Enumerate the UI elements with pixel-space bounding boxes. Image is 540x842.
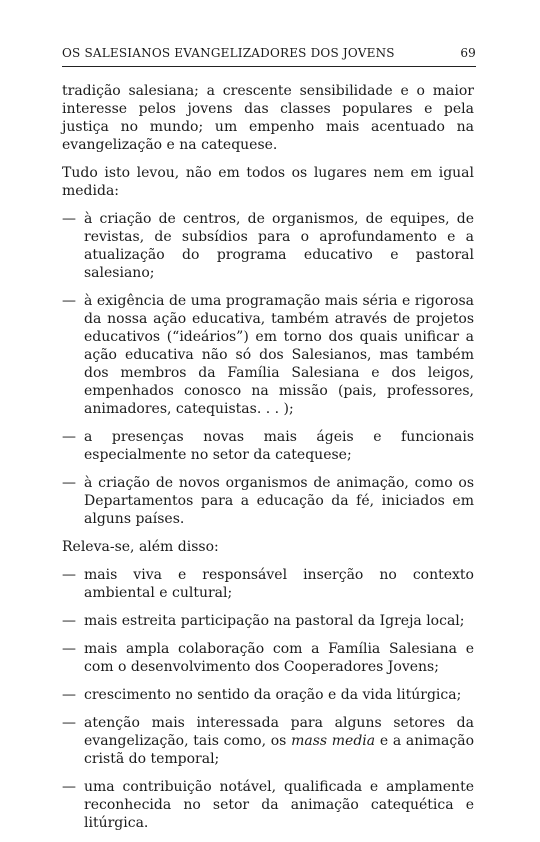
list-item bbox=[62, 474, 474, 528]
paragraph: tradição salesiana; a crescente sensibilidade e o maior interesse pelos jovens das classes populares e pela justiça no mundo; um empenho mais acentuado na evangelização e na catequese. bbox=[62, 83, 474, 153]
list-item-text: uma contribuição notável, qualificada e amplamente reconhecida no setor da animação catequética e litúrgica. bbox=[84, 779, 474, 831]
header-rule bbox=[62, 66, 476, 67]
list-item bbox=[62, 714, 474, 768]
list-item-text: à exigência de uma programação mais séria e rigorosa da nossa ação educativa, também através de projetos educativos (“ideários”) em torno dos quais unificar a ação educativa não só dos Salesianos, mas também dos membros da Família Salesiana e dos leigos, empenhados conosco na missão (pais, professores, animadores, catequistas. . . ); bbox=[84, 293, 474, 417]
list-item bbox=[62, 778, 474, 832]
list-item-text: à criação de novos organismos de animação, como os Departamentos para a educação da fé, iniciados em alguns países. bbox=[84, 475, 474, 527]
list-item bbox=[62, 210, 474, 282]
page-number: 69 bbox=[460, 46, 476, 60]
list-item bbox=[62, 686, 474, 704]
dash-marker: — bbox=[62, 475, 76, 491]
list-item bbox=[62, 612, 474, 630]
page-header bbox=[62, 46, 476, 60]
running-title: OS SALESIANOS EVANGELIZADORES DOS JOVENS bbox=[62, 46, 395, 60]
dash-marker: — bbox=[62, 715, 76, 731]
dash-marker: — bbox=[62, 211, 76, 227]
list-item bbox=[62, 428, 474, 464]
dash-marker: — bbox=[62, 641, 76, 657]
list-item-text: mais viva e responsável inserção no contexto ambiental e cultural; bbox=[84, 567, 474, 601]
list-item-text bbox=[84, 714, 474, 768]
list-item-text: mais ampla colaboração com a Família Salesiana e com o desenvolvimento dos Cooperadores Jovens; bbox=[84, 641, 474, 675]
text-segment: atenção mais interessada para alguns setores da evangelização, tais como, os bbox=[84, 715, 474, 749]
list-item-text: mais estreita participação na pastoral da Igreja local; bbox=[84, 613, 465, 629]
list-item bbox=[62, 640, 474, 676]
list-item-text: a presenças novas mais ágeis e funcionais especialmente no setor da catequese; bbox=[84, 429, 474, 463]
emphasis-text: mass media bbox=[291, 733, 376, 749]
list-item-text: crescimento no sentido da oração e da vida litúrgica; bbox=[84, 687, 462, 703]
dash-marker: — bbox=[62, 293, 76, 309]
dash-marker: — bbox=[62, 779, 76, 795]
page-body bbox=[62, 82, 474, 842]
list-item-text: à criação de centros, de organismos, de equipes, de revistas, de subsídios para o aprofundamento e a atualização do programa educativo e pastoral salesiano; bbox=[84, 211, 474, 281]
paragraph: Tudo isto levou, não em todos os lugares nem em igual medida: bbox=[62, 165, 474, 199]
dash-marker: — bbox=[62, 687, 76, 703]
dash-marker: — bbox=[62, 613, 76, 629]
dash-marker: — bbox=[62, 567, 76, 583]
list-item bbox=[62, 292, 474, 418]
list-item bbox=[62, 566, 474, 602]
paragraph: Releva-se, além disso: bbox=[62, 539, 219, 555]
dash-marker: — bbox=[62, 429, 76, 445]
text-segment: e a animação cristã do temporal; bbox=[84, 733, 474, 767]
